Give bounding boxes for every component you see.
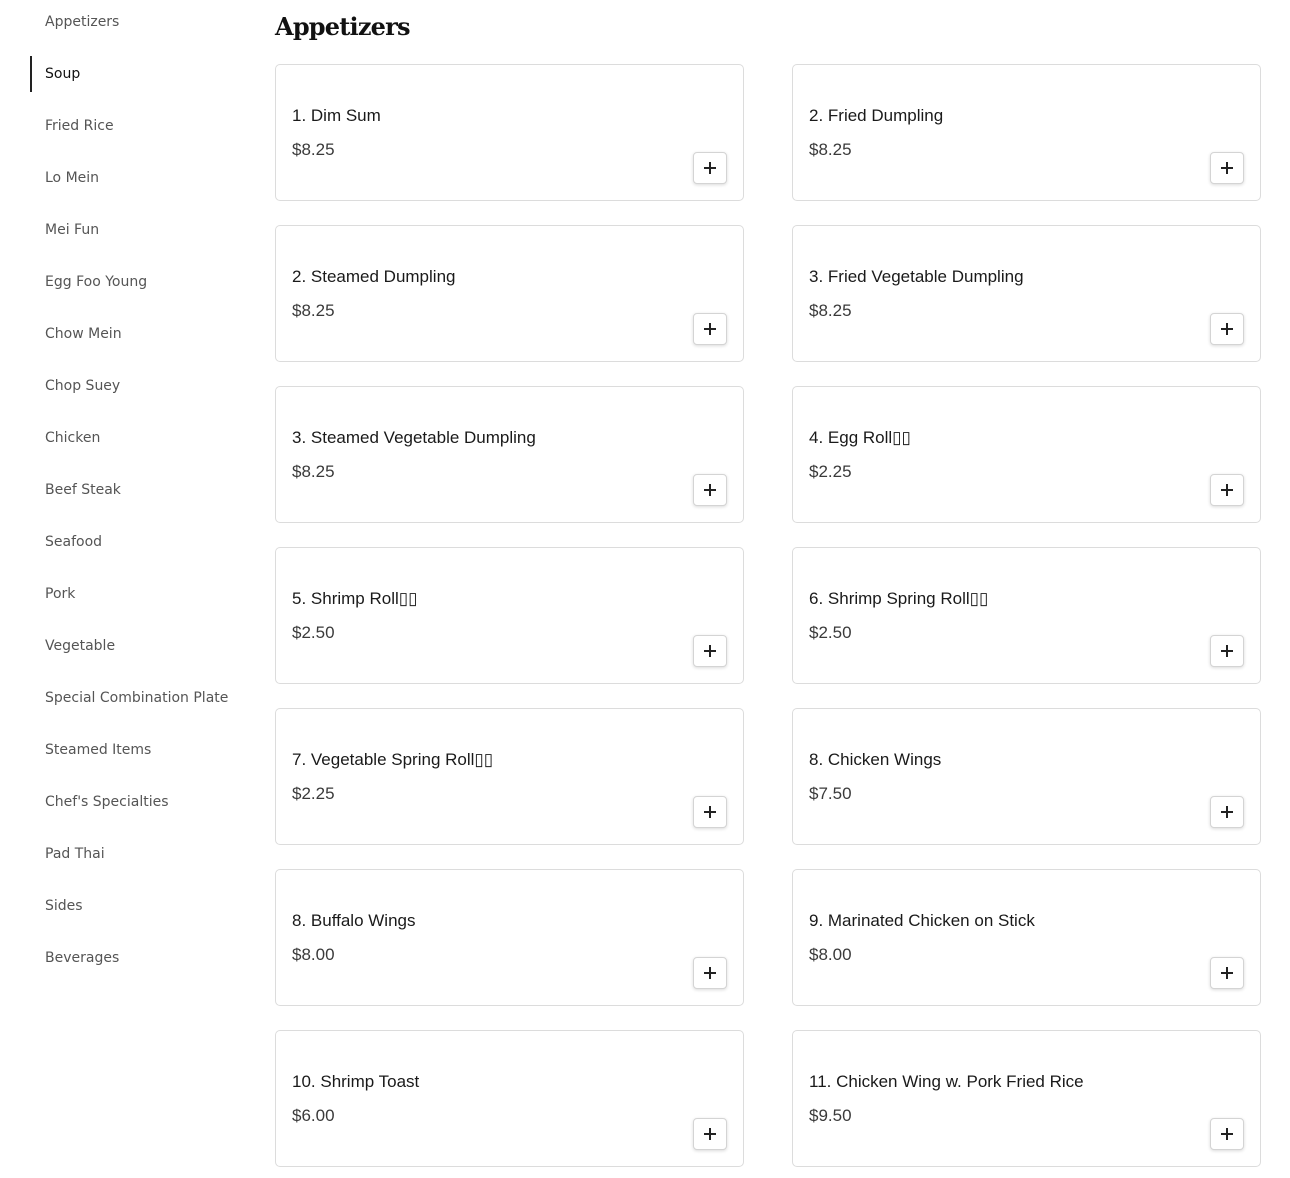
item-price: $9.50 [809, 1106, 852, 1125]
sidebar-item-sides[interactable]: Sides [45, 898, 83, 914]
sidebar-item-mei-fun[interactable]: Mei Fun [45, 222, 100, 238]
sidebar-item-pork[interactable]: Pork [45, 586, 76, 602]
add-item-button[interactable] [693, 635, 727, 667]
sidebar-item-vegetable[interactable]: Vegetable [45, 638, 116, 654]
item-price: $2.25 [809, 462, 852, 481]
menu-item-card[interactable] [275, 1030, 744, 1167]
item-price: $8.25 [809, 140, 852, 159]
item-name: 9. Marinated Chicken on Stick [809, 911, 1035, 930]
item-name: 10. Shrimp Toast [292, 1072, 420, 1091]
menu-item-card[interactable] [275, 386, 744, 523]
item-name: 2. Fried Dumpling [809, 106, 944, 125]
plus-icon [704, 1128, 716, 1140]
item-price: $8.00 [809, 945, 852, 964]
plus-icon [1221, 484, 1233, 496]
sidebar-item-chicken[interactable]: Chicken [45, 430, 101, 446]
add-item-button[interactable] [693, 474, 727, 506]
menu-item-card[interactable] [275, 547, 744, 684]
menu-item-card[interactable] [792, 1030, 1261, 1167]
plus-icon [1221, 162, 1233, 174]
add-item-button[interactable] [693, 152, 727, 184]
item-price: $6.00 [292, 1106, 335, 1125]
plus-icon [1221, 645, 1233, 657]
item-price: $8.25 [292, 462, 335, 481]
menu-item-card[interactable] [792, 547, 1261, 684]
add-item-button[interactable] [1210, 635, 1244, 667]
item-price: $8.25 [292, 140, 335, 159]
plus-icon [1221, 1128, 1233, 1140]
item-name: 1. Dim Sum [292, 106, 381, 125]
item-name: 5. Shrimp Roll▯▯ [292, 589, 418, 608]
plus-icon [704, 484, 716, 496]
category-sidebar [0, 0, 250, 1178]
add-item-button[interactable] [693, 1118, 727, 1150]
plus-icon [704, 323, 716, 335]
sidebar-item-appetizers[interactable]: Appetizers [45, 14, 120, 30]
add-item-button[interactable] [1210, 957, 1244, 989]
menu-item-card[interactable] [792, 64, 1261, 201]
item-price: $2.25 [292, 784, 335, 803]
item-name: 8. Chicken Wings [809, 750, 942, 769]
sidebar-item-beef-steak[interactable]: Beef Steak [45, 482, 121, 498]
menu-item-card[interactable] [792, 708, 1261, 845]
add-item-button[interactable] [693, 957, 727, 989]
menu-item-card[interactable] [275, 64, 744, 201]
sidebar-item-special-combination-plate[interactable]: Special Combination Plate [45, 690, 229, 706]
sidebar-item-beverages[interactable]: Beverages [45, 950, 120, 966]
item-price: $8.00 [292, 945, 335, 964]
plus-icon [704, 806, 716, 818]
menu-item-card[interactable] [275, 869, 744, 1006]
sidebar-item-chop-suey[interactable]: Chop Suey [45, 378, 121, 394]
menu-item-card[interactable] [792, 869, 1261, 1006]
add-item-button[interactable] [693, 313, 727, 345]
item-name: 6. Shrimp Spring Roll▯▯ [809, 589, 989, 608]
sidebar-item-chow-mein[interactable]: Chow Mein [45, 326, 122, 342]
menu-section [275, 0, 1261, 1178]
menu-item-card[interactable] [792, 225, 1261, 362]
sidebar-item-egg-foo-young[interactable]: Egg Foo Young [45, 274, 148, 290]
item-price: $7.50 [809, 784, 852, 803]
add-item-button[interactable] [693, 796, 727, 828]
plus-icon [704, 162, 716, 174]
add-item-button[interactable] [1210, 1118, 1244, 1150]
sidebar-item-fried-rice[interactable]: Fried Rice [45, 118, 114, 134]
section-title: Appetizers [275, 12, 410, 41]
item-name: 4. Egg Roll▯▯ [809, 428, 911, 447]
add-item-button[interactable] [1210, 152, 1244, 184]
item-name: 3. Fried Vegetable Dumpling [809, 267, 1024, 286]
plus-icon [1221, 323, 1233, 335]
item-name: 7. Vegetable Spring Roll▯▯ [292, 750, 494, 769]
plus-icon [1221, 806, 1233, 818]
sidebar-item-soup[interactable]: Soup [30, 56, 245, 92]
add-item-button[interactable] [1210, 796, 1244, 828]
sidebar-item-seafood[interactable]: Seafood [45, 534, 103, 550]
add-item-button[interactable] [1210, 474, 1244, 506]
item-price: $2.50 [809, 623, 852, 642]
sidebar-item-lo-mein[interactable]: Lo Mein [45, 170, 100, 186]
item-name: 3. Steamed Vegetable Dumpling [292, 428, 536, 447]
plus-icon [1221, 967, 1233, 979]
item-price: $8.25 [292, 301, 335, 320]
sidebar-item-steamed-items[interactable]: Steamed Items [45, 742, 152, 758]
sidebar-item-chefs-specialties[interactable]: Chef's Specialties [45, 794, 169, 810]
item-name: 11. Chicken Wing w. Pork Fried Rice [809, 1072, 1084, 1091]
plus-icon [704, 645, 716, 657]
item-price: $8.25 [809, 301, 852, 320]
menu-item-card[interactable] [275, 225, 744, 362]
menu-item-card[interactable] [792, 386, 1261, 523]
item-price: $2.50 [292, 623, 335, 642]
item-name: 2. Steamed Dumpling [292, 267, 456, 286]
sidebar-item-pad-thai[interactable]: Pad Thai [45, 846, 105, 862]
plus-icon [704, 967, 716, 979]
item-name: 8. Buffalo Wings [292, 911, 416, 930]
menu-item-card[interactable] [275, 708, 744, 845]
add-item-button[interactable] [1210, 313, 1244, 345]
